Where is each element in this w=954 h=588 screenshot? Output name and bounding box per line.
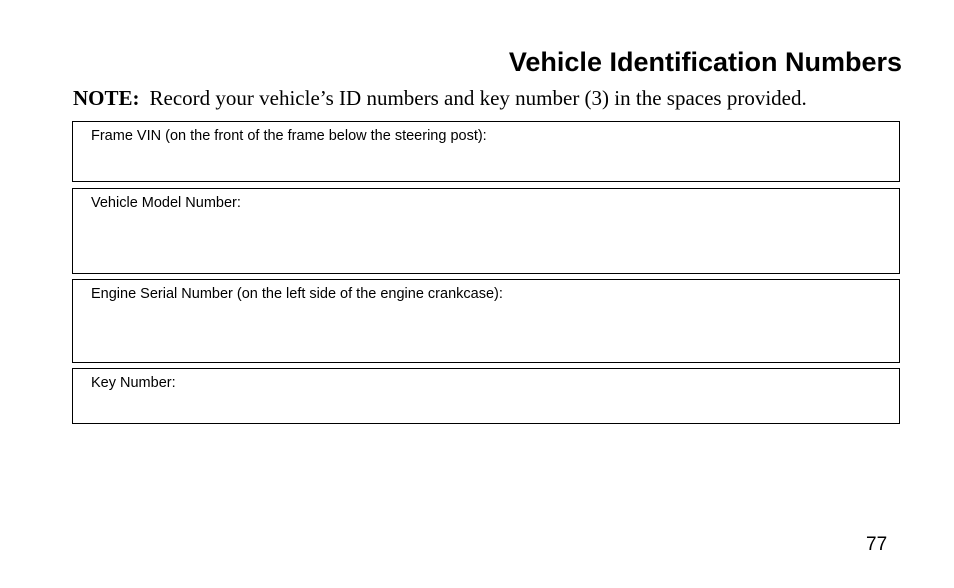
- engine-serial-number-label: Engine Serial Number (on the left side of the engine crankcase):: [91, 286, 503, 302]
- key-number-label: Key Number:: [91, 375, 176, 391]
- page-number: 77: [866, 534, 888, 555]
- frame-vin-box[interactable]: [72, 121, 900, 182]
- note: [73, 84, 807, 112]
- note-label: NOTE:: [73, 86, 140, 110]
- engine-serial-number-box[interactable]: [72, 279, 900, 363]
- frame-vin-label: Frame VIN (on the front of the frame below the steering post):: [91, 128, 487, 144]
- vehicle-model-number-box[interactable]: [72, 188, 900, 274]
- page-title: Vehicle Identification Numbers: [508, 47, 902, 77]
- key-number-box[interactable]: [72, 368, 900, 424]
- note-text: Record your vehicle’s ID numbers and key number (3) in the spaces provided.: [149, 86, 807, 110]
- vehicle-model-number-label: Vehicle Model Number:: [91, 195, 241, 211]
